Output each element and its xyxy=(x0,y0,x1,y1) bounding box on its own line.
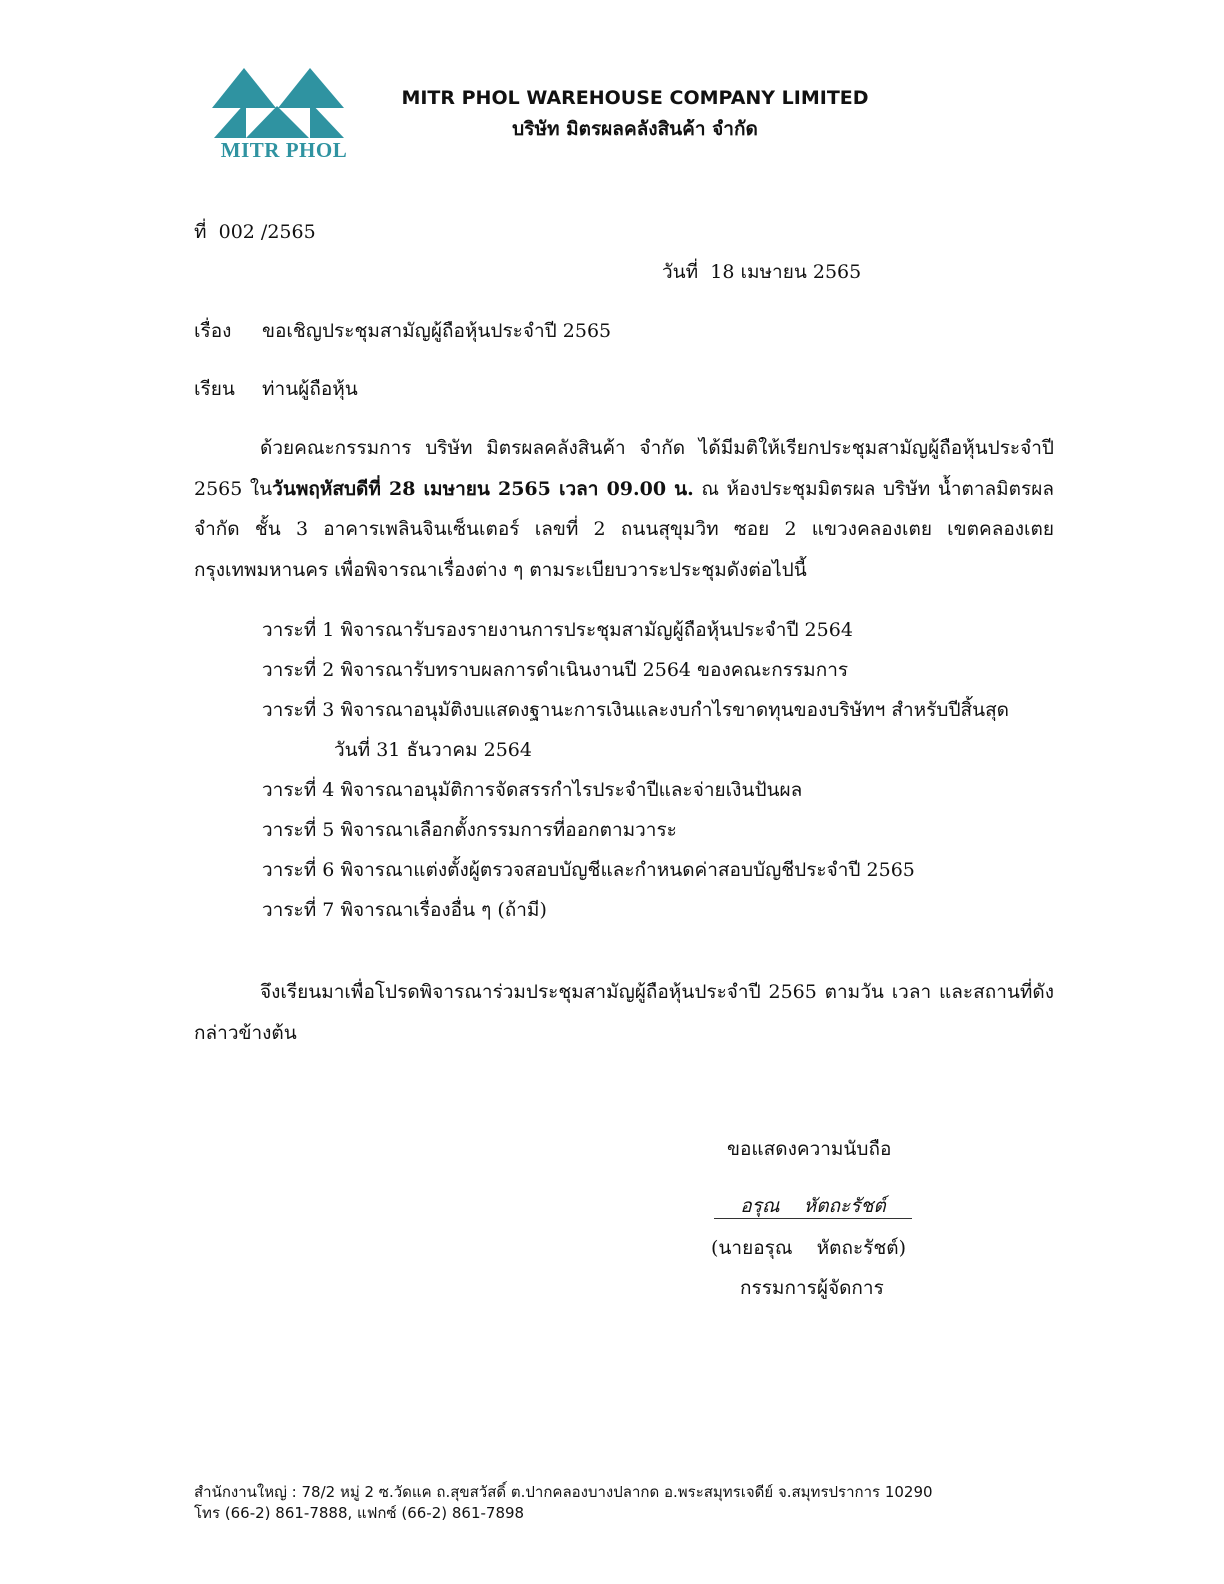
date-line xyxy=(662,260,861,284)
intro-text-1: ด้วยคณะกรรมการ บริษัท มิตรผลคลังสินค้า จำกัด ได้มีมติให้เรียกประชุมสามัญผู้ถือหุ้นประจำปี 2565 ใน xyxy=(194,437,1054,500)
footer-contact: โทร (66-2) 861-7888, แฟกซ์ (66-2) 861-7898 xyxy=(194,1504,525,1522)
meeting-datetime: วันพฤหัสบดีที่ 28 เมษายน 2565 เวลา 09.00 น. xyxy=(272,477,694,500)
recipient-label: เรียน xyxy=(194,378,235,400)
agenda-item-1: วาระที่ 1 พิจารณารับรองรายงานการประชุมสามัญผู้ถือหุ้นประจำปี 2564 xyxy=(262,619,853,641)
closing-paragraph: จึงเรียนมาเพื่อโปรดพิจารณาร่วมประชุมสามัญผู้ถือหุ้นประจำปี 2565 ตามวัน เวลา และสถานที่ดังกล่าวข้างต้น xyxy=(194,981,1054,1044)
subject-text: ขอเชิญประชุมสามัญผู้ถือหุ้นประจำปี 2565 xyxy=(262,320,612,342)
recipient-text: ท่านผู้ถือหุ้น xyxy=(262,378,358,400)
company-name-en: MITR PHOL WAREHOUSE COMPANY LIMITED xyxy=(401,87,869,109)
agenda-item-3-continued: วันที่ 31 ธันวาคม 2564 xyxy=(334,739,532,761)
regards: ขอแสดงความนับถือ xyxy=(727,1138,892,1160)
reference-number: 002 /2565 xyxy=(218,221,316,243)
agenda-item-7: วาระที่ 7 พิจารณาเรื่องอื่น ๆ (ถ้ามี) xyxy=(262,899,547,921)
date-value: 18 เมษายน 2565 xyxy=(710,261,862,283)
logo-wordmark: MITR PHOL xyxy=(220,138,348,162)
date-label: วันที่ xyxy=(662,261,699,283)
agenda-item-4: วาระที่ 4 พิจารณาอนุมัติการจัดสรรกำไรประจำปีและจ่ายเงินปันผล xyxy=(262,779,803,801)
agenda-item-5: วาระที่ 5 พิจารณาเลือกตั้งกรรมการที่ออกตามวาระ xyxy=(262,819,677,841)
agenda-item-3: วาระที่ 3 พิจารณาอนุมัติงบแสดงฐานะการเงินและงบกำไรขาดทุนของบริษัทฯ สำหรับปีสิ้นสุด xyxy=(262,699,1010,721)
handwritten-signature: อรุณ หัตถะรัชต์ xyxy=(714,1194,912,1219)
company-name-th: บริษัท มิตรผลคลังสินค้า จำกัด xyxy=(512,118,758,140)
intro-text-2: ณ ห้องประชุมมิตรผล บริษัท น้ำตาลมิตรผล จำกัด ชั้น 3 อาคารเพลินจินเซ็นเตอร์ เลขที่ 2 ถนนสุขุมวิท ซอย 2 แขวงคลองเตย เขตคลองเตย กรุงเทพมหานคร เพื่อพิจารณาเรื่องต่าง ๆ ตามระเบียบวาระประชุมดังต่อไปนี้ xyxy=(194,477,1054,581)
footer xyxy=(194,1482,933,1524)
signatory-name: (นายอรุณ หัตถะรัชต์) xyxy=(711,1237,907,1259)
agenda-item-6: วาระที่ 6 พิจารณาแต่งตั้งผู้ตรวจสอบบัญชีและกำหนดค่าสอบบัญชีประจำปี 2565 xyxy=(262,859,915,881)
reference-label: ที่ xyxy=(194,221,207,243)
subject-label: เรื่อง xyxy=(194,320,232,342)
footer-address: สำนักงานใหญ่ : 78/2 หมู่ 2 ซ.วัดแค ถ.สุขสวัสดิ์ ต.ปากคลองบางปลากด อ.พระสมุทรเจดีย์ จ.สมุทรปราการ 10290 xyxy=(194,1483,933,1501)
reference-line xyxy=(194,220,316,244)
agenda-item-2: วาระที่ 2 พิจารณารับทราบผลการดำเนินงานปี 2564 ของคณะกรรมการ xyxy=(262,659,849,681)
intro-paragraph xyxy=(194,428,1054,590)
signatory-position: กรรมการผู้จัดการ xyxy=(740,1277,884,1299)
